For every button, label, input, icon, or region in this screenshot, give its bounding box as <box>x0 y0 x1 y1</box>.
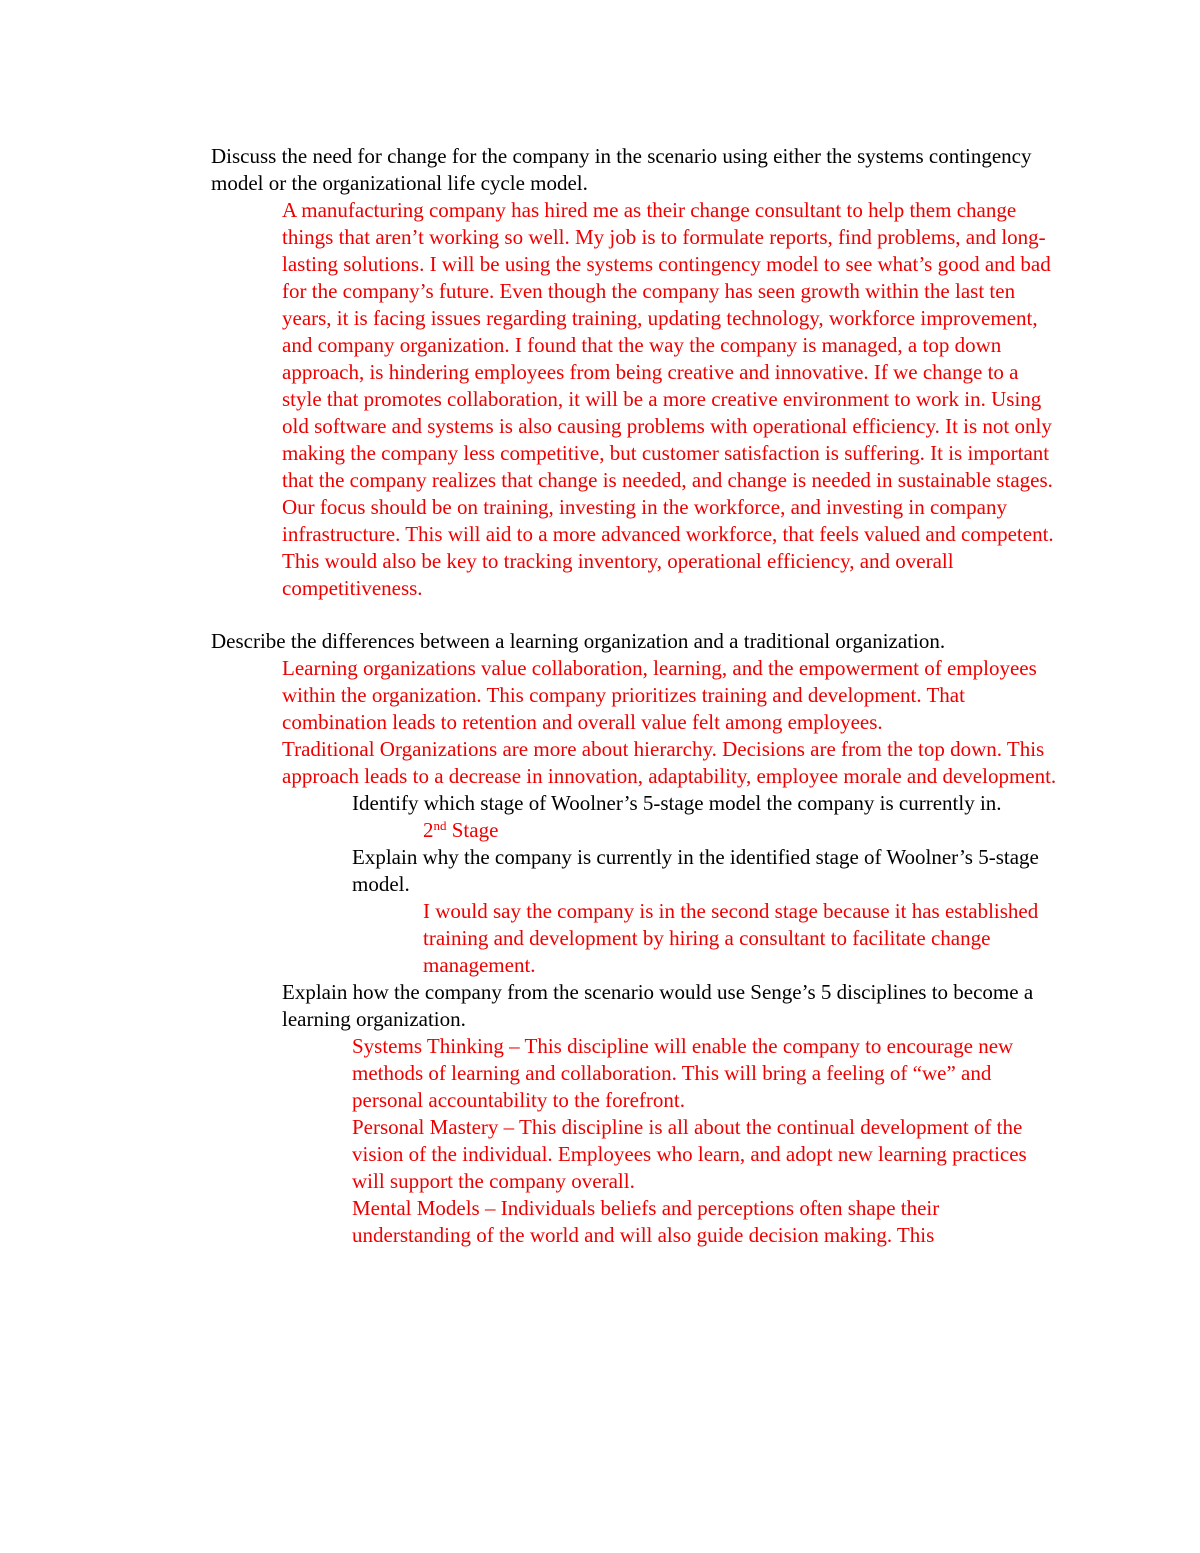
spacer <box>0 602 1200 628</box>
woolner-answer-a-text <box>423 817 1063 844</box>
stage-number: 2 <box>423 818 434 842</box>
senge-discipline-b <box>0 1114 1062 1195</box>
stage-word: Stage <box>446 818 499 842</box>
section-a-question: Discuss the need for change for the company in the scenario using either the systems contingency model or the organizational life cycle model. <box>211 144 1032 195</box>
section-a <box>0 143 1061 197</box>
section-b-answer-2-text: Traditional Organizations are more about hierarchy. Decisions are from the top down. This approach leads to a decrease in innovation, adaptability, employee morale and development. <box>282 737 1057 788</box>
woolner-answer-a <box>0 817 1063 844</box>
section-a-answer-1-text: A manufacturing company has hired me as their change consultant to help them change things that aren’t working so well. My job is to formulate reports, find problems, and long-lasting solutions. I will be using the systems contingency model to see what’s good and bad for the company’s future. Even though the company has seen growth within the last ten years, it is facing issues regarding training, updating technology, workforce improvement, and company organization. I found that the way the company is managed, a top down approach, is hindering employees from being creative and innovative. If we change to a style that promotes collaboration, it will be a more creative environment to work in. Using old software and systems is also causing problems with operational efficiency. It is not only making the company less competitive, but customer satisfaction is suffering. It is important that the company realizes that change is needed, and change is needed in sustainable stages. Our focus should be on training, investing in the workforce, and investing in company infrastructure. This will aid to a more advanced workforce, that feels valued and competent. This would also be key to tracking inventory, operational efficiency, and overall competitiveness. <box>282 198 1054 600</box>
section-b-question-3-text: Explain how the company from the scenario would use Senge’s 5 disciplines to become a learning organization. <box>282 980 1034 1031</box>
stage-ordinal-suffix: nd <box>433 818 447 833</box>
woolner-question-a-text: Identify which stage of Woolner’s 5-stage model the company is currently in. <box>352 791 1002 815</box>
document-page <box>0 143 1200 1249</box>
woolner-question-a <box>0 790 1062 817</box>
woolner-answer-b <box>0 898 1063 979</box>
section-b-answer-1-text: Learning organizations value collaboration, learning, and the empowerment of employees within the organization. This company prioritizes training and development. That combination leads to retention and overall value felt among employees. <box>282 656 1037 734</box>
section-b-question-3 <box>0 979 1062 1033</box>
senge-discipline-a <box>0 1033 1062 1114</box>
senge-discipline-a-text: Systems Thinking – This discipline will enable the company to encourage new methods of learning and collaboration. This will bring a feeling of “we” and personal accountability to the forefront. <box>352 1034 1014 1112</box>
section-b <box>0 628 1061 655</box>
senge-discipline-c <box>0 1195 1062 1249</box>
section-b-answer-1 <box>0 655 1062 736</box>
woolner-question-b <box>0 844 1062 898</box>
section-b-answer-2 <box>0 736 1062 790</box>
woolner-answer-b-text: I would say the company is in the second stage because it has established training and development by hiring a consultant to facilitate change management. <box>423 899 1039 977</box>
senge-discipline-c-text: Mental Models – Individuals beliefs and perceptions often shape their understanding of the world and will also guide decision making. This <box>352 1196 940 1247</box>
section-a-answer-1 <box>0 197 1062 602</box>
woolner-question-b-text: Explain why the company is currently in the identified stage of Woolner’s 5-stage model. <box>352 845 1039 896</box>
section-b-question: Describe the differences between a learning organization and a traditional organization. <box>211 629 946 653</box>
senge-discipline-b-text: Personal Mastery – This discipline is all about the continual development of the vision of the individual. Employees who learn, and adopt new learning practices will support the company overall. <box>352 1115 1027 1193</box>
